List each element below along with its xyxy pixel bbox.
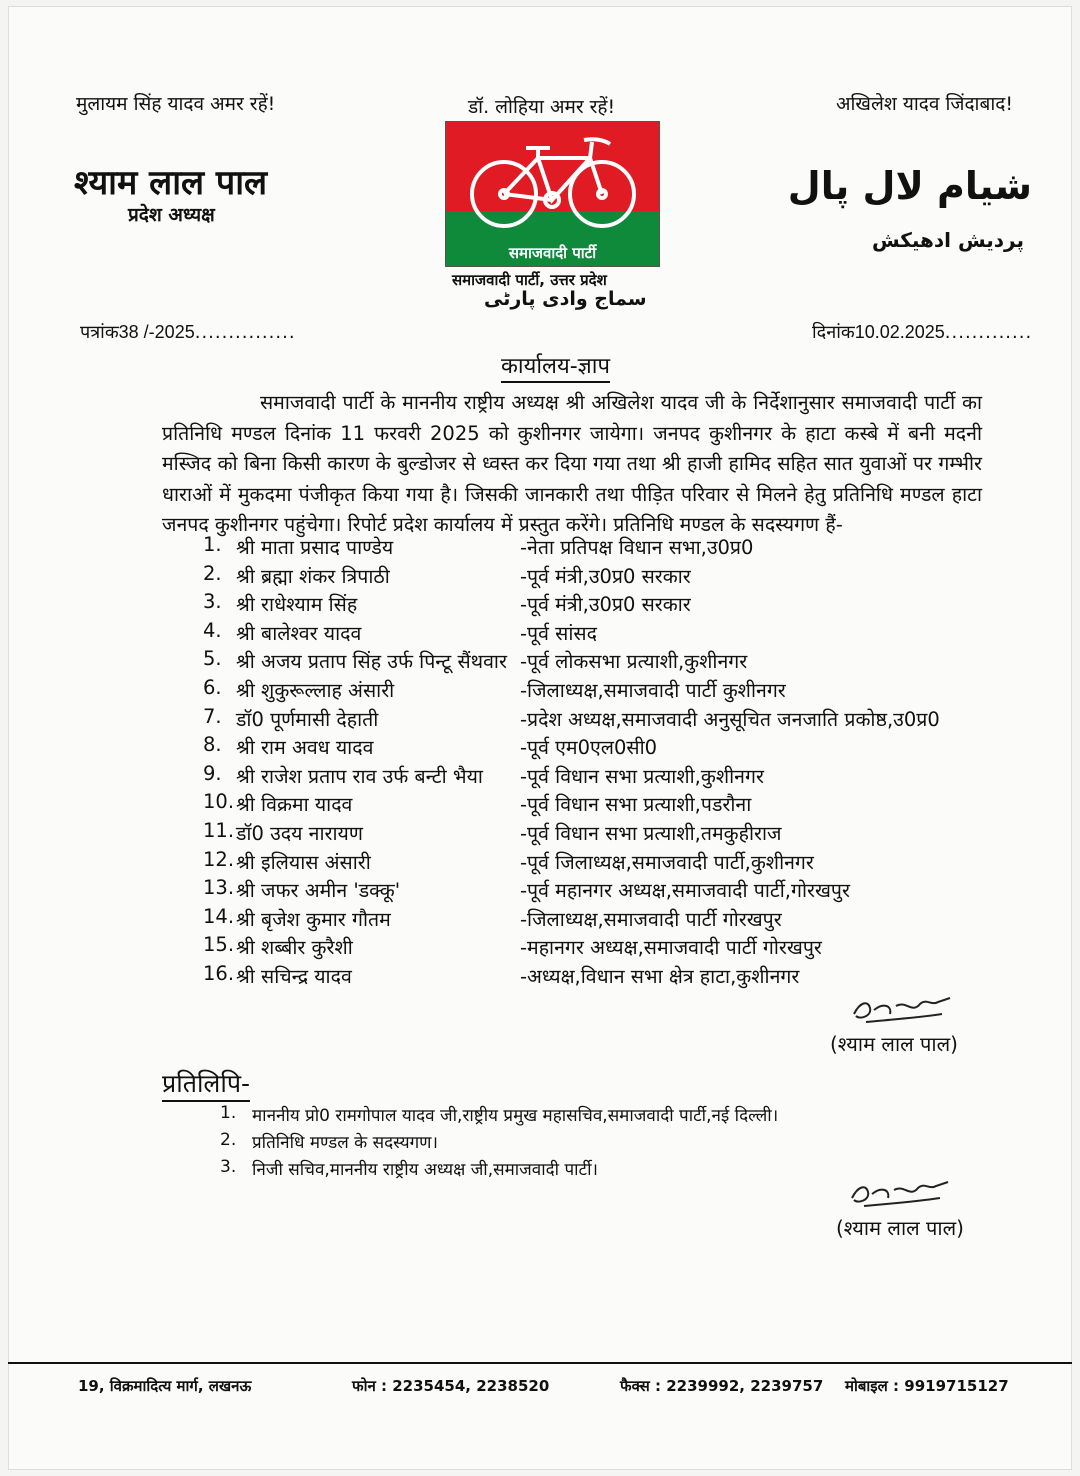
letter-date-value: 10.02.2025 <box>854 322 945 342</box>
letter-number-value: 38 /-2025 <box>118 322 195 342</box>
copy-to-heading: प्रतिलिपि- <box>162 1066 250 1102</box>
member-designation: -पूर्व विधान सभा प्रत्याशी,तमकुहीराज <box>520 822 782 845</box>
party-name-urdu: سماج وادی پارٹی <box>484 288 647 310</box>
member-name: श्री सचिन्द्र यादव <box>236 965 352 988</box>
member-number: 6. <box>203 676 222 699</box>
copy-to-text: निजी सचिव,माननीय राष्ट्रीय अध्यक्ष जी,समाजवादी पार्टी। <box>252 1160 598 1180</box>
member-name: श्री राधेश्याम सिंह <box>236 593 358 617</box>
member-name: श्री बृजेश कुमार गौतम <box>236 907 391 931</box>
member-number: 11. <box>203 819 235 842</box>
member-designation: -पूर्व विधान सभा प्रत्याशी,कुशीनगर <box>520 764 764 788</box>
copy-to-number: 2. <box>220 1130 237 1150</box>
memo-heading: कार्यालय-ज्ञाप <box>501 350 610 383</box>
party-name-hindi: समाजवादी पार्टी, उत्तर प्रदेश <box>452 271 607 289</box>
letter-date: दिनांक10.02.2025............. <box>812 322 1033 343</box>
member-name: श्री शब्बीर कुरैशी <box>236 936 353 960</box>
president-name-urdu: شیام لال پال <box>787 164 1032 208</box>
member-name: श्री अजय प्रताप सिंह उर्फ पिन्टू सैंथवार <box>236 650 507 674</box>
member-designation: -पूर्व मंत्री,उ0प्र0 सरकार <box>520 564 691 588</box>
member-number: 5. <box>203 647 222 671</box>
copy-to-text: प्रतिनिधि मण्डल के सदस्यगण। <box>252 1133 438 1153</box>
member-designation: -पूर्व मंत्री,उ0प्र0 सरकार <box>520 593 691 617</box>
member-name: डॉ0 उदय नारायण <box>236 822 363 845</box>
logo-label: समाजवादी पार्टी <box>508 244 597 262</box>
member-designation: -पूर्व महानगर अध्यक्ष,समाजवादी पार्टी,गोरखपुर <box>520 879 850 903</box>
footer-phone: फोन : 2235454, 2238520 <box>352 1377 550 1395</box>
footer-divider <box>8 1362 1072 1364</box>
memo-body <box>162 388 982 541</box>
member-name: श्री शुकुरूल्लाह अंसारी <box>236 679 395 702</box>
slogan-left: मुलायम सिंह यादव अमर रहें! <box>76 93 276 115</box>
member-name: डॉ0 पूर्णमासी देहाती <box>236 707 379 731</box>
member-designation: -पूर्व जिलाध्यक्ष,समाजवादी पार्टी,कुशीनगर <box>520 850 814 874</box>
member-name: श्री राजेश प्रताप राव उर्फ बन्टी भैया <box>236 764 483 788</box>
slogan-center: डॉ. लोहिया अमर रहें! <box>468 96 616 118</box>
member-name: श्री इलियास अंसारी <box>236 850 371 874</box>
member-designation: -जिलाध्यक्ष,समाजवादी पार्टी कुशीनगर <box>520 679 786 702</box>
member-designation: -पूर्व विधान सभा प्रत्याशी,पडरौना <box>520 793 752 817</box>
president-name-hindi: श्याम लाल पाल <box>74 163 268 203</box>
member-name: श्री माता प्रसाद पाण्डेय <box>236 536 394 559</box>
signatory-name: (श्याम लाल पाल) <box>830 1032 958 1056</box>
footer-fax: फैक्स : 2239992, 2239757 <box>620 1377 824 1395</box>
footer-address: 19, विक्रमादित्य मार्ग, लखनऊ <box>78 1377 252 1395</box>
member-number: 2. <box>203 561 222 585</box>
member-name: श्री विक्रमा यादव <box>236 793 353 817</box>
slogan-right: अखिलेश यादव जिंदाबाद! <box>836 93 1013 115</box>
copy-to-number: 3. <box>220 1157 237 1177</box>
member-number: 4. <box>203 618 222 642</box>
party-logo <box>445 121 660 267</box>
member-number: 12. <box>203 847 235 871</box>
member-designation: -नेता प्रतिपक्ष विधान सभा,उ0प्र0 <box>520 536 754 559</box>
memo-body-text: समाजवादी पार्टी के माननीय राष्ट्रीय अध्यक्ष श्री अखिलेश यादव जी के निर्देशानुसार समाजवादी पार्टी का प्रतिनिधि मण्डल दिनांक 11 फरवरी 2025 को कुशीनगर जायेगा। जनपद कुशीनगर के हाटा कस्बे में बनी मदनी मस्जिद को बिना किसी कारण के बुल्डोजर से ध्वस्त कर दिया गया तथा श्री हाजी हामिद सहित सात युवाओं पर गम्भीर धाराओं में मुकदमा पंजीकृत किया गया है। जिसकी जानकारी तथा पीड़ित परिवार से मिलने हेतु प्रतिनिधि मण्डल हाटा जनपद कुशीनगर पहुंचेगा। रिपोर्ट प्रदेश कार्यालय में प्रस्तुत करेंगे। प्रतिनिधि मण्डल के सदस्यगण हैं- <box>162 391 982 536</box>
letter-number: पत्रांक38 /-2025............... <box>80 322 296 343</box>
letter-date-label: दिनांक <box>812 322 855 343</box>
copy-to-number: 1. <box>220 1103 237 1123</box>
president-title-urdu: پردیش ادھیکش <box>871 228 1024 252</box>
member-number: 1. <box>203 533 222 556</box>
signatory-name-2: (श्याम लाल पाल) <box>836 1216 964 1240</box>
footer-mobile: मोबाइल : 9919715127 <box>845 1377 1009 1395</box>
signature-scribble-2 <box>844 1176 954 1210</box>
member-designation: -महानगर अध्यक्ष,समाजवादी पार्टी गोरखपुर <box>520 936 822 960</box>
member-designation: -पूर्व एम0एल0सी0 <box>520 736 658 760</box>
member-designation: -पूर्व सांसद <box>520 621 597 645</box>
member-name: श्री राम अवध यादव <box>236 736 374 760</box>
member-number: 16. <box>203 962 235 985</box>
member-number: 14. <box>203 904 235 928</box>
member-number: 15. <box>203 933 235 957</box>
member-name: श्री जफर अमीन 'डक्कू' <box>236 879 401 903</box>
member-number: 9. <box>203 761 222 785</box>
member-name: श्री ब्रह्मा शंकर त्रिपाठी <box>236 564 390 588</box>
member-designation: -प्रदेश अध्यक्ष,समाजवादी अनुसूचित जनजाति प्रकोष्ठ,उ0प्र0 <box>520 707 940 731</box>
member-number: 13. <box>203 876 235 900</box>
letter-number-label: पत्रांक <box>80 322 119 343</box>
president-title-hindi: प्रदेश अध्यक्ष <box>128 204 215 226</box>
member-number: 3. <box>203 590 222 614</box>
member-name: श्री बालेश्वर यादव <box>236 621 362 645</box>
member-designation: -अध्यक्ष,विधान सभा क्षेत्र हाटा,कुशीनगर <box>520 965 800 988</box>
bicycle-icon <box>460 130 646 238</box>
member-number: 7. <box>203 704 222 728</box>
member-designation: -पूर्व लोकसभा प्रत्याशी,कुशीनगर <box>520 650 748 674</box>
member-designation: -जिलाध्यक्ष,समाजवादी पार्टी गोरखपुर <box>520 907 782 931</box>
signature-scribble <box>846 992 956 1026</box>
member-number: 10. <box>203 790 235 814</box>
copy-to-text: माननीय प्रो0 रामगोपाल यादव जी,राष्ट्रीय प्रमुख महासचिव,समाजवादी पार्टी,नई दिल्ली। <box>252 1106 779 1126</box>
member-number: 8. <box>203 733 222 757</box>
